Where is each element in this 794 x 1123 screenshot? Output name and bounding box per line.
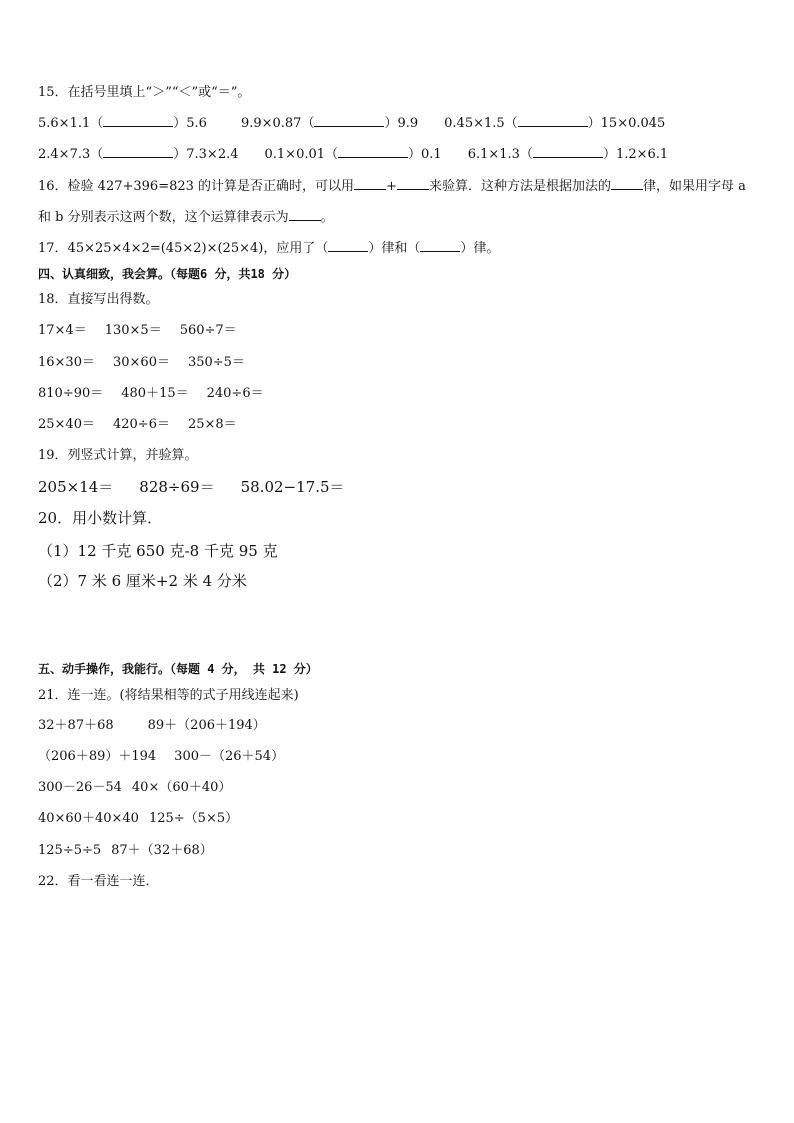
q15-r2-b-right: ）0.1 [408, 147, 442, 162]
q15-r1-b-right: ）9.9 [384, 116, 419, 131]
q16-text-2: 来验算．这种方法是根据加法的 [428, 179, 611, 194]
q18-r4-c2: 420÷6＝ [112, 417, 170, 432]
q18-r2-c3: 350÷5＝ [187, 355, 245, 370]
q15-r1-b-left: 9.9×0.87（ [240, 116, 315, 131]
question-16-line-2 [38, 208, 334, 227]
q18-r3-c2: 480＋15＝ [121, 386, 189, 401]
q18-r1-c3: 560÷7＝ [179, 323, 237, 338]
q18-r1-c1: 17×4＝ [38, 323, 87, 338]
q16-text-3: 律，如果用字母 a [642, 179, 746, 194]
q16-blank-2[interactable] [397, 177, 429, 190]
q21-r1-right: 89＋（206＋194） [147, 718, 266, 733]
q16-plus: + [386, 179, 397, 194]
q15-r1-c-right: ）15×0.045 [587, 116, 666, 131]
q20-item-2: （2）7 米 6 厘米+2 米 4 分米 [38, 572, 247, 590]
q19-item-3: 58.02−17.5＝ [240, 478, 345, 496]
q17-text-2: ）律和（ [368, 241, 421, 256]
q15-r2-a-right: ）7.3×2.4 [173, 147, 239, 162]
q19-expressions [38, 477, 345, 497]
q21-row-5 [38, 842, 213, 860]
q15-r2-c-blank[interactable] [533, 145, 603, 158]
q16-text-5: 。 [320, 210, 334, 225]
q21-r1-left: 32＋87＋68 [38, 718, 114, 733]
q15-r1-a-blank[interactable] [103, 114, 173, 127]
q18-r4-c3: 25×8＝ [187, 417, 237, 432]
q15-r2-b-blank[interactable] [338, 145, 408, 158]
q17-text-3: ）律。 [460, 241, 500, 256]
q15-r2-b-left: 0.1×0.01（ [264, 147, 339, 162]
q15-r2-a-left: 2.4×7.3（ [38, 147, 104, 162]
q15-r1-c-blank[interactable] [518, 114, 588, 127]
question-17 [38, 239, 499, 258]
q21-r4-right: 125÷（5×5） [148, 811, 239, 826]
question-16-line-1 [38, 177, 746, 196]
q21-row-3 [38, 779, 231, 797]
section-5-heading: 五、动手操作，我能行。（每题 4 分， 共 12 分） [38, 662, 318, 676]
q21-r2-right: 300－（26＋54） [174, 749, 285, 764]
q18-r1-c2: 130×5＝ [104, 323, 162, 338]
q21-r5-right: 87＋（32＋68） [111, 843, 213, 858]
q16-blank-3[interactable] [611, 177, 643, 190]
q21-r5-left: 125÷5÷5 [38, 843, 102, 858]
q15-r2-c-left: 6.1×1.3（ [467, 147, 533, 162]
q18-r3-c1: 810÷90＝ [38, 386, 104, 401]
q15-r2-a-blank[interactable] [103, 145, 173, 158]
q20-item-1: （1）12 千克 650 克-8 千克 95 克 [38, 542, 278, 560]
q19-item-1: 205×14＝ [38, 478, 114, 496]
q17-text-1: 17．45×25×4×2=(45×2)×(25×4)，应用了（ [38, 241, 329, 256]
q15-r1-a-right: ）5.6 [173, 116, 207, 131]
question-18-title: 18．直接写出得数。 [38, 292, 159, 307]
q16-blank-4[interactable] [289, 208, 321, 221]
question-21-title: 21．连一连。(将结果相等的式子用线连起来) [38, 688, 299, 703]
q18-r2-c2: 30×60＝ [112, 355, 170, 370]
q16-text-1: 16．检验 427+396=823 的计算是否正确时，可以用 [38, 179, 355, 194]
question-20-title: 20．用小数计算． [38, 509, 163, 527]
q21-row-4 [38, 810, 238, 828]
q18-row-2 [38, 354, 245, 372]
q15-r1-b-blank[interactable] [314, 114, 384, 127]
q18-r4-c1: 25×40＝ [38, 417, 95, 432]
q21-row-2 [38, 748, 284, 766]
q17-blank-1[interactable] [328, 239, 368, 252]
q21-r4-left: 40×60＋40×40 [38, 811, 139, 826]
q18-row-3 [38, 385, 264, 403]
q21-r3-right: 40×（60＋40） [131, 780, 232, 795]
q21-r2-left: （206＋89）＋194 [38, 749, 157, 764]
question-15-title: 15．在括号里填上“＞”“＜”或“＝”。 [38, 85, 251, 100]
q16-blank-1[interactable] [354, 177, 386, 190]
q18-row-4 [38, 416, 237, 434]
question-22-title: 22．看一看连一连． [38, 874, 159, 889]
q15-r2-c-right: ）1.2×6.1 [602, 147, 669, 162]
q18-row-1 [38, 322, 237, 340]
q15-r1-c-left: 0.45×1.5（ [444, 116, 518, 131]
q19-item-2: 828÷69＝ [139, 478, 215, 496]
q15-r1-a-left: 5.6×1.1（ [38, 116, 104, 131]
q21-r3-left: 300－26－54 [38, 780, 122, 795]
question-15-row-2 [38, 145, 668, 164]
question-15-row-1 [38, 114, 665, 133]
question-19-title: 19．列竖式计算，并验算。 [38, 448, 198, 463]
section-4-heading: 四、认真细致，我会算。（每题6 分，共18 分） [38, 267, 297, 281]
q16-text-4: 和 b 分别表示这两个数，这个运算律表示为 [38, 210, 289, 225]
q21-row-1 [38, 717, 266, 735]
q18-r2-c1: 16×30＝ [38, 355, 95, 370]
q17-blank-2[interactable] [420, 239, 460, 252]
q18-r3-c3: 240÷6＝ [206, 386, 264, 401]
